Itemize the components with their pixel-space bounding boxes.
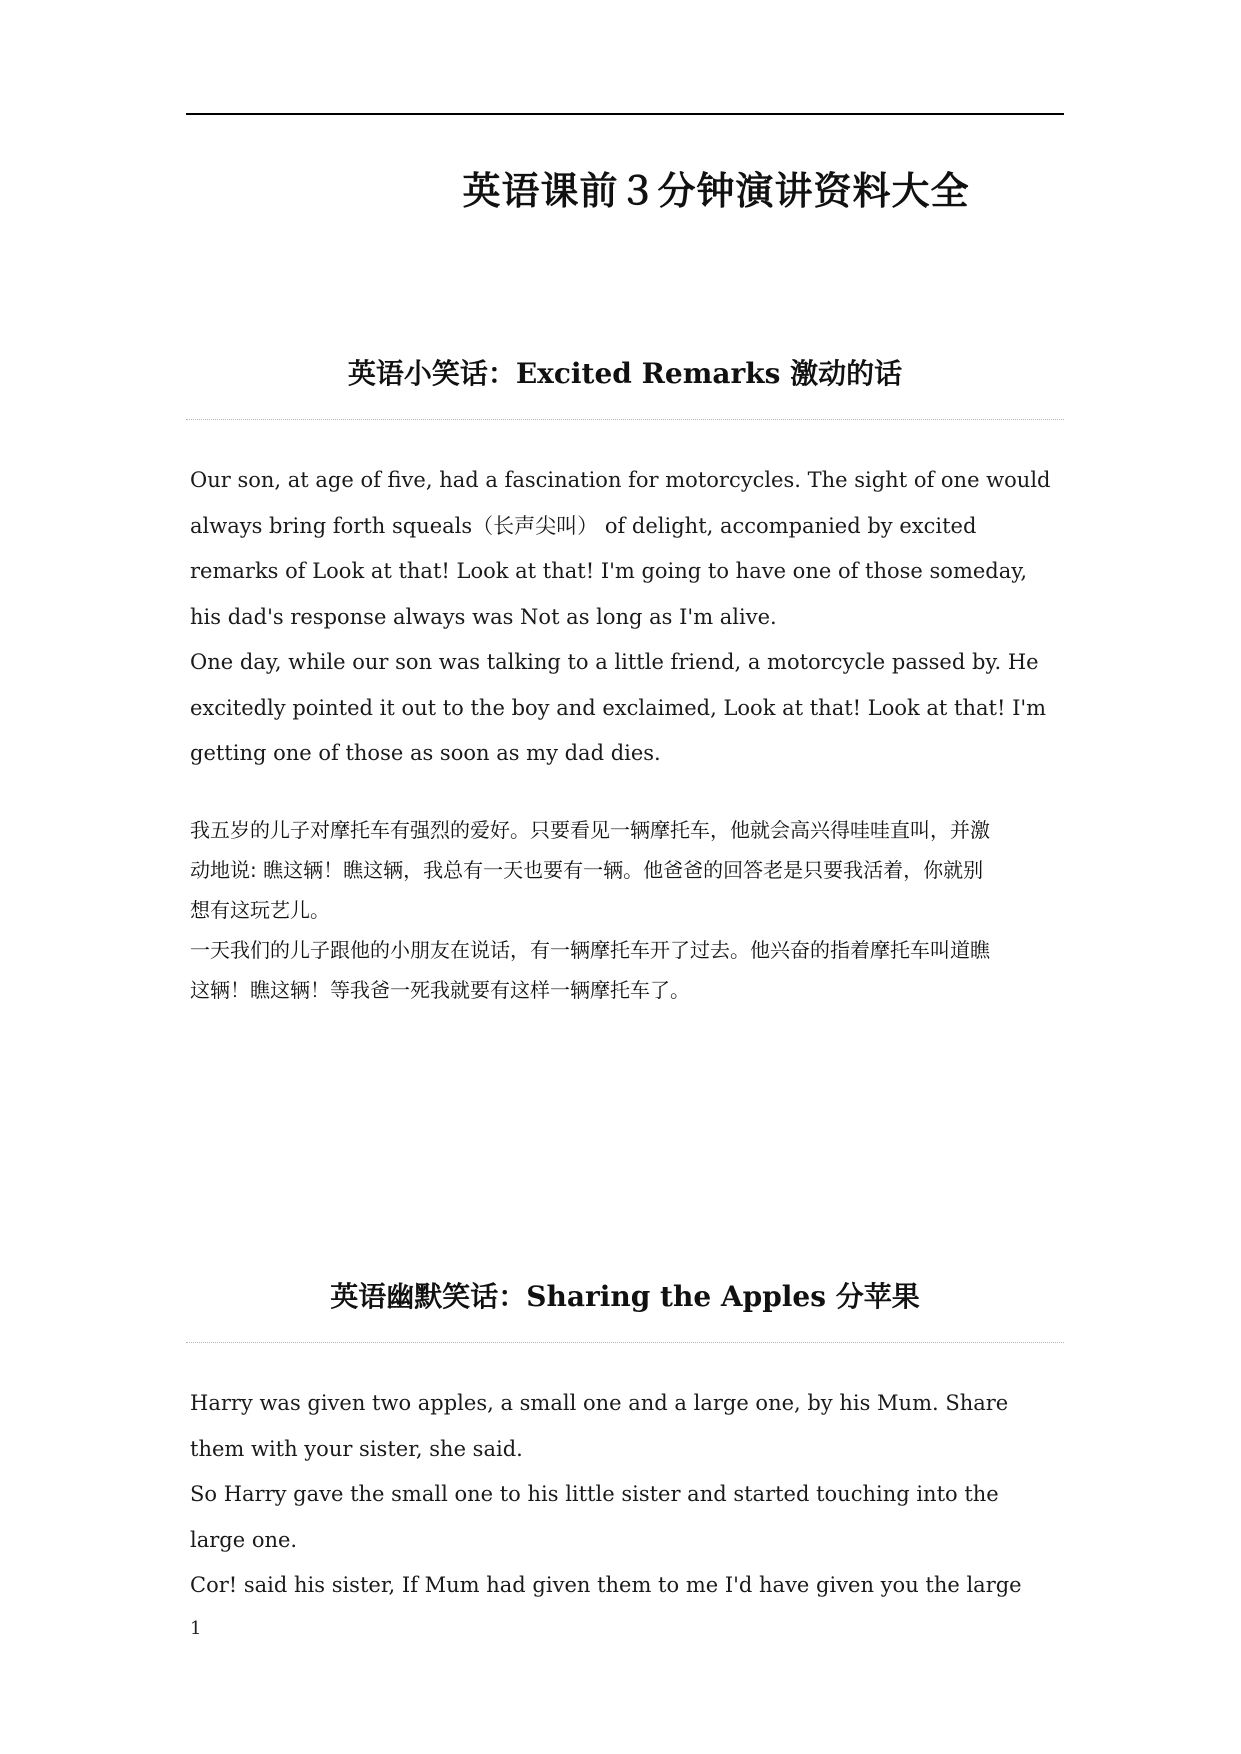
- text-line: getting one of those as soon as my dad dies.: [190, 741, 661, 765]
- section-divider: [186, 419, 1064, 420]
- text-line: always bring forth squeals（长声尖叫） of delight, accompanied by excited: [190, 513, 977, 538]
- english-paragraph-sharing-apples: [190, 1381, 1070, 1609]
- text-line: 动地说: 瞧这辆！瞧这辆，我总有一天也要有一辆。他爸爸的回答老是只要我活着，你就别: [190, 858, 984, 882]
- text-line: One day, while our son was talking to a little friend, a motorcycle passed by. He: [190, 650, 1039, 674]
- text-line: 我五岁的儿子对摩托车有强烈的爱好。只要看见一辆摩托车，他就会高兴得哇哇直叫，并激: [190, 818, 990, 842]
- text-line: large one.: [190, 1527, 298, 1552]
- section-heading-sharing-apples: 英语幽默笑话：Sharing the Apples 分苹果: [330, 1280, 920, 1313]
- page-number: 1: [190, 1618, 202, 1639]
- document-title: 英语课前３分钟演讲资料大全: [462, 168, 970, 213]
- text-line: 一天我们的儿子跟他的小朋友在说话，有一辆摩托车开了过去。他兴奋的指着摩托车叫道瞧: [190, 938, 990, 962]
- section-divider: [186, 1342, 1064, 1343]
- header-rule: [186, 113, 1064, 115]
- text-line: Our son, at age of five, had a fascination for motorcycles. The sight of one would: [190, 468, 1051, 492]
- text-line: Cor! said his sister, If Mum had given them to me I'd have given you the large: [190, 1573, 1022, 1597]
- text-line: So Harry gave the small one to his little sister and started touching into the: [190, 1482, 999, 1506]
- text-line: them with your sister, she said.: [190, 1436, 523, 1461]
- text-line: 想有这玩艺儿。: [190, 898, 330, 922]
- text-line: Harry was given two apples, a small one and a large one, by his Mum. Share: [190, 1391, 1009, 1415]
- text-line: his dad's response always was Not as long as I'm alive.: [190, 604, 777, 629]
- english-paragraph-excited-remarks: [190, 458, 1070, 777]
- text-line: excitedly pointed it out to the boy and exclaimed, Look at that! Look at that! I'm: [190, 695, 1047, 720]
- text-line: remarks of Look at that! Look at that! I'm going to have one of those someday,: [190, 559, 1028, 583]
- section-heading-excited-remarks: 英语小笑话：Excited Remarks 激动的话: [347, 357, 903, 390]
- text-line: 这辆！瞧这辆！等我爸一死我就要有这样一辆摩托车了。: [190, 978, 690, 1002]
- chinese-paragraph-excited-remarks: [190, 810, 1070, 1010]
